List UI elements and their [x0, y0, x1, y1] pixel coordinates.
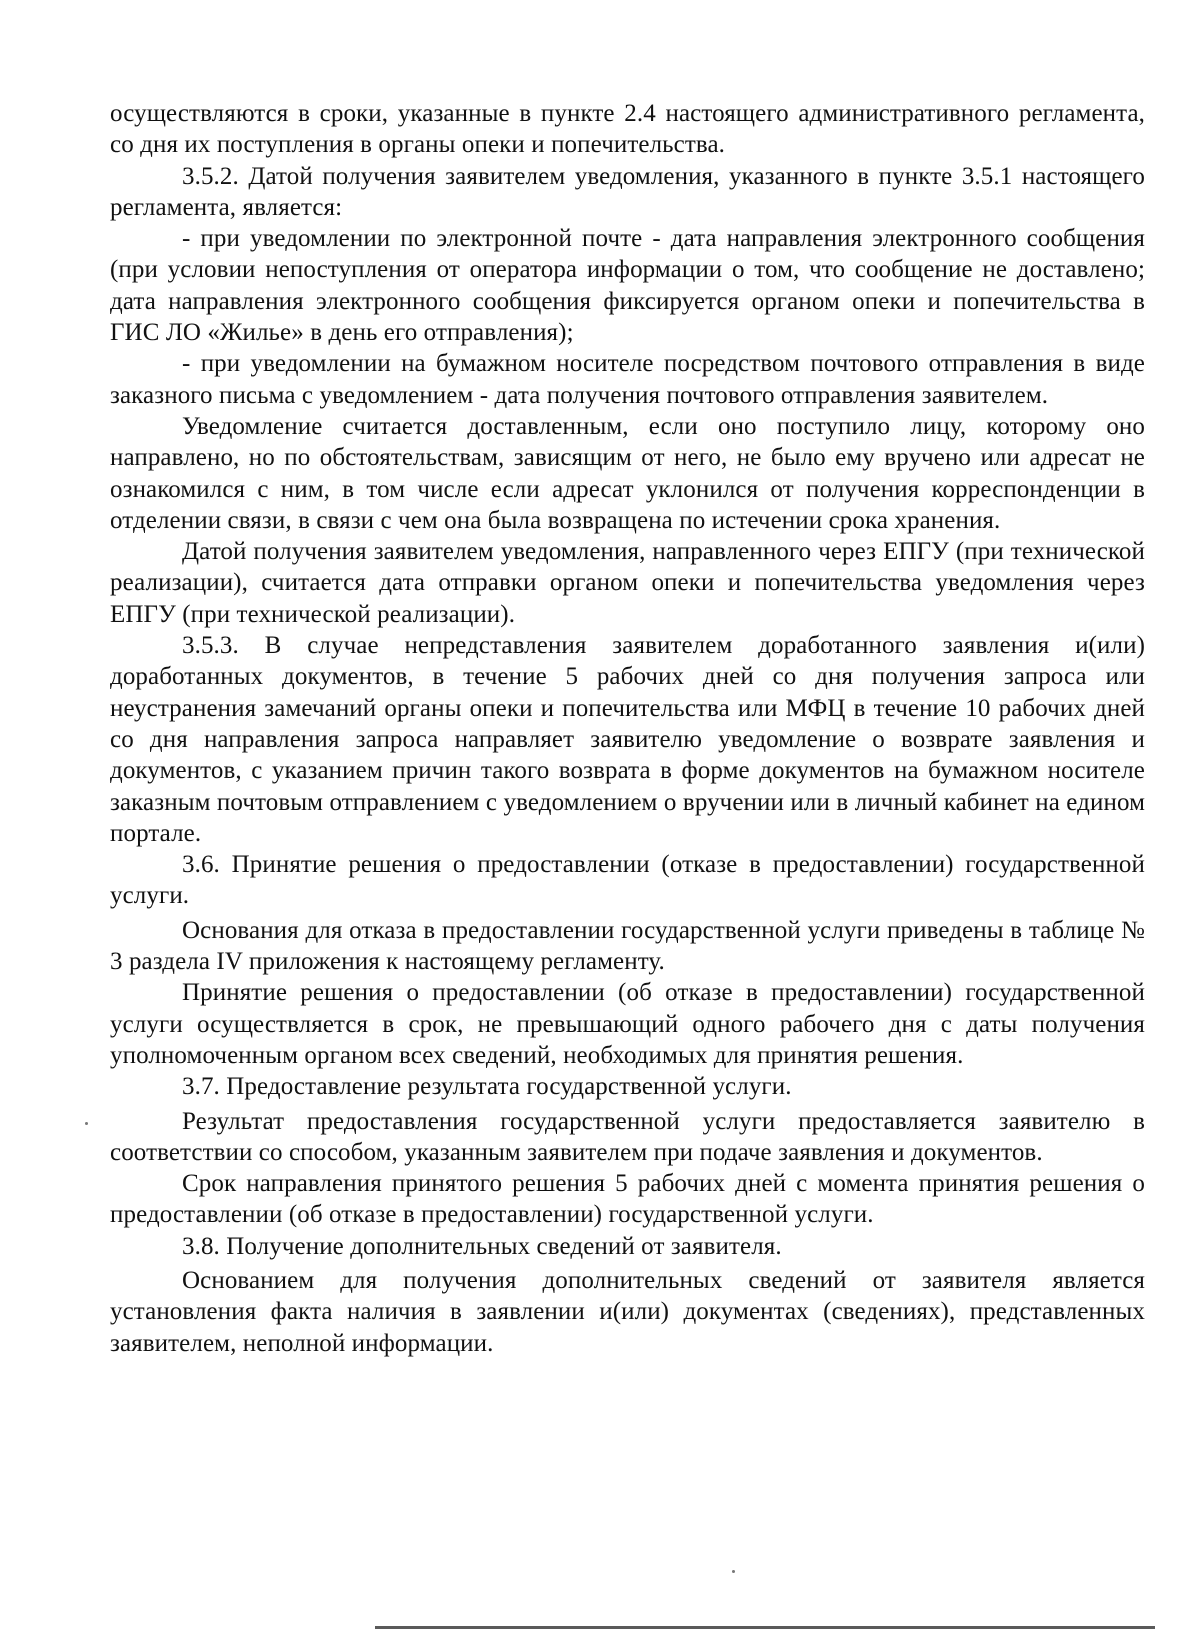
paragraph-3-6: 3.6. Принятие решения о предоставлении (отказе в предоставлении) государственной услуги. — [110, 851, 1145, 910]
document-body — [110, 98, 1145, 1359]
paragraph-3-5-3: 3.5.3. В случае непредставления заявителем доработанного заявления и(или) доработанных документов, в течение 5 рабочих дней со дня получения запроса или неустранения замечаний органы опеки и попечительства или МФЦ в течение 10 рабочих дней со дня направления запроса направляет заявителю уведомление о возврате заявления и документов, с указанием причин такого возврата в форме документов на бумажном носителе заказным почтовым отправлением с уведомлением о вручении или в личный кабинет на едином портале. — [110, 632, 1145, 847]
paragraph-3-5-2: 3.5.2. Датой получения заявителем уведомления, указанного в пункте 3.5.1 настоящего регламента, является: — [110, 162, 1145, 221]
paragraph-epgu-notice: Датой получения заявителем уведомления, направленного через ЕПГУ (при технической реализации), считается дата отправки органом опеки и попечительства уведомления через ЕПГУ (при технической реализации). — [110, 538, 1145, 628]
paragraph-result-delivery: Результат предоставления государственной услуги предоставляется заявителю в соответствии со способом, указанным заявителем при подаче заявления и документов. — [110, 1107, 1145, 1166]
scan-speck — [85, 1122, 88, 1125]
paragraph-paper-notice: - при уведомлении на бумажном носителе посредством почтового отправления в виде заказного письма с уведомлением - дата получения почтового отправления заявителем. — [110, 350, 1145, 409]
paragraph-result-term: Срок направления принятого решения 5 рабочих дней с момента принятия решения о предоставлении (об отказе в предоставлении) государственной услуги. — [110, 1170, 1145, 1229]
scan-edge-line — [375, 1626, 1155, 1629]
paragraph-3-8: 3.8. Получение дополнительных сведений от заявителя. — [182, 1232, 782, 1260]
paragraph-continuation: осуществляются в сроки, указанные в пункте 2.4 настоящего административного регламента, со дня их поступления в органы опеки и попечительства. — [110, 100, 1145, 159]
paragraph-decision-term: Принятие решения о предоставлении (об отказе в предоставлении) государственной услуги осуществляется в срок, не превышающий одного рабочего дня с даты получения уполномоченным органом всех сведений, необходимых для принятия решения. — [110, 979, 1145, 1069]
paragraph-refusal-grounds: Основания для отказа в предоставлении государственной услуги приведены в таблице № 3 раздела IV приложения к настоящему регламенту. — [110, 916, 1145, 976]
paragraph-email-notice: - при уведомлении по электронной почте - дата направления электронного сообщения (при условии непоступления от оператора информации о том, что сообщение не доставлено; дата направления электронного сообщения фиксируется органом опеки и попечительства в ГИС ЛО «Жилье» в день его отправления); — [110, 225, 1145, 347]
scan-speck — [732, 1570, 735, 1573]
paragraph-3-7: 3.7. Предоставление результата государственной услуги. — [182, 1073, 792, 1101]
paragraph-delivered-notice: Уведомление считается доставленным, если оно поступило лицу, которому оно направлено, но по обстоятельствам, зависящим от него, не было ему вручено или адресат не ознакомился с ним, в том числе если адресат уклонился от получения корреспонденции в отделении связи, в связи с чем она была возвращена по истечении срока хранения. — [110, 412, 1145, 534]
paragraph-additional-info: Основанием для получения дополнительных сведений от заявителя является установления факта наличия в заявлении и(или) документах (сведениях), представленных заявителем, неполной информации. — [110, 1266, 1145, 1357]
